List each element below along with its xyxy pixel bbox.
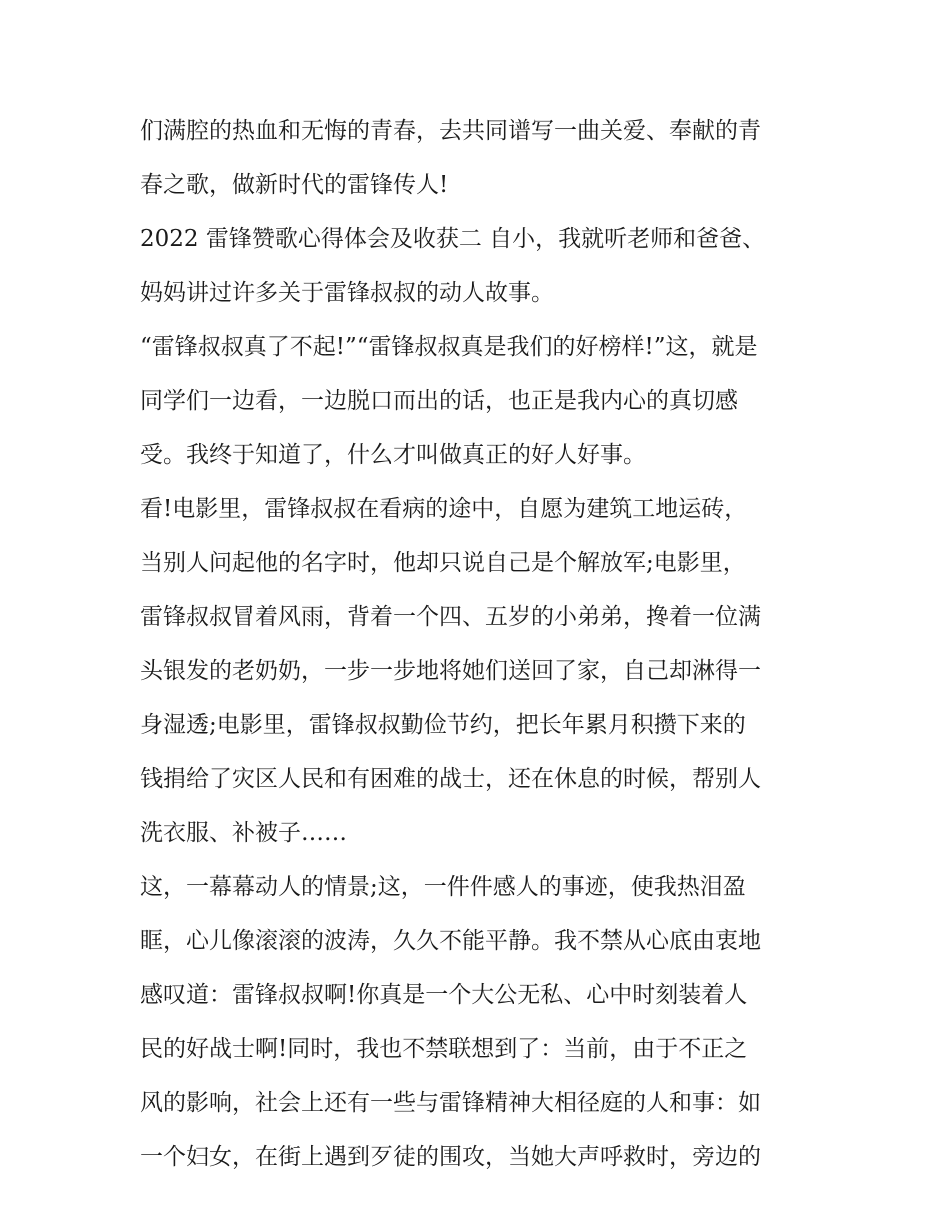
text-line: 一个妇女，在街上遇到歹徒的围攻，当她大声呼救时，旁边的 — [140, 1144, 761, 1170]
text-line: 当别人问起他的名字时，他却只说自己是个解放军;电影里， — [140, 550, 746, 576]
text-line: 身湿透;电影里，雷锋叔叔勤俭节约，把长年累月积攒下来的 — [140, 712, 746, 738]
text-line: 看!电影里，雷锋叔叔在看病的途中，自愿为建筑工地运砖， — [140, 496, 748, 522]
text-line: “雷锋叔叔真了不起!”“雷锋叔叔真是我们的好榜样!”这，就是 — [140, 334, 758, 360]
text-line: 钱捐给了灾区人民和有困难的战士，还在休息的时候，帮别人 — [140, 766, 761, 792]
text-line: 感叹道：雷锋叔叔啊!你真是一个大公无私、心中时刻装着人 — [140, 982, 748, 1008]
text-line: 春之歌，做新时代的雷锋传人! — [140, 172, 449, 198]
text-line: 眶，心儿像滚滚的波涛，久久不能平静。我不禁从心底由衷地 — [140, 928, 761, 954]
text-line: 风的影响，社会上还有一些与雷锋精神大相径庭的人和事：如 — [140, 1090, 761, 1116]
text-line: 妈妈讲过许多关于雷锋叔叔的动人故事。 — [140, 280, 554, 306]
text-line: 受。我终于知道了，什么才叫做真正的好人好事。 — [140, 442, 646, 468]
text-line: 雷锋叔叔冒着风雨，背着一个四、五岁的小弟弟，搀着一位满 — [140, 604, 761, 630]
text-line: 民的好战士啊!同时，我也不禁联想到了：当前，由于不正之 — [140, 1036, 748, 1062]
text-line: 们满腔的热血和无悔的青春，去共同谱写一曲关爱、奉献的青 — [140, 118, 761, 144]
text-line: 同学们一边看，一边脱口而出的话，也正是我内心的真切感 — [140, 388, 738, 414]
body-text — [140, 104, 820, 1184]
text-line: 头银发的老奶奶，一步一步地将她们送回了家，自己却淋得一 — [140, 658, 761, 684]
text-line: 洗衣服、补被子…… — [140, 820, 347, 846]
text-line: 这，一幕幕动人的情景;这，一件件感人的事迹，使我热泪盈 — [140, 874, 746, 900]
text-line: 2022 雷锋赞歌心得体会及收获二 自小，我就听老师和爸爸、 — [140, 226, 766, 252]
